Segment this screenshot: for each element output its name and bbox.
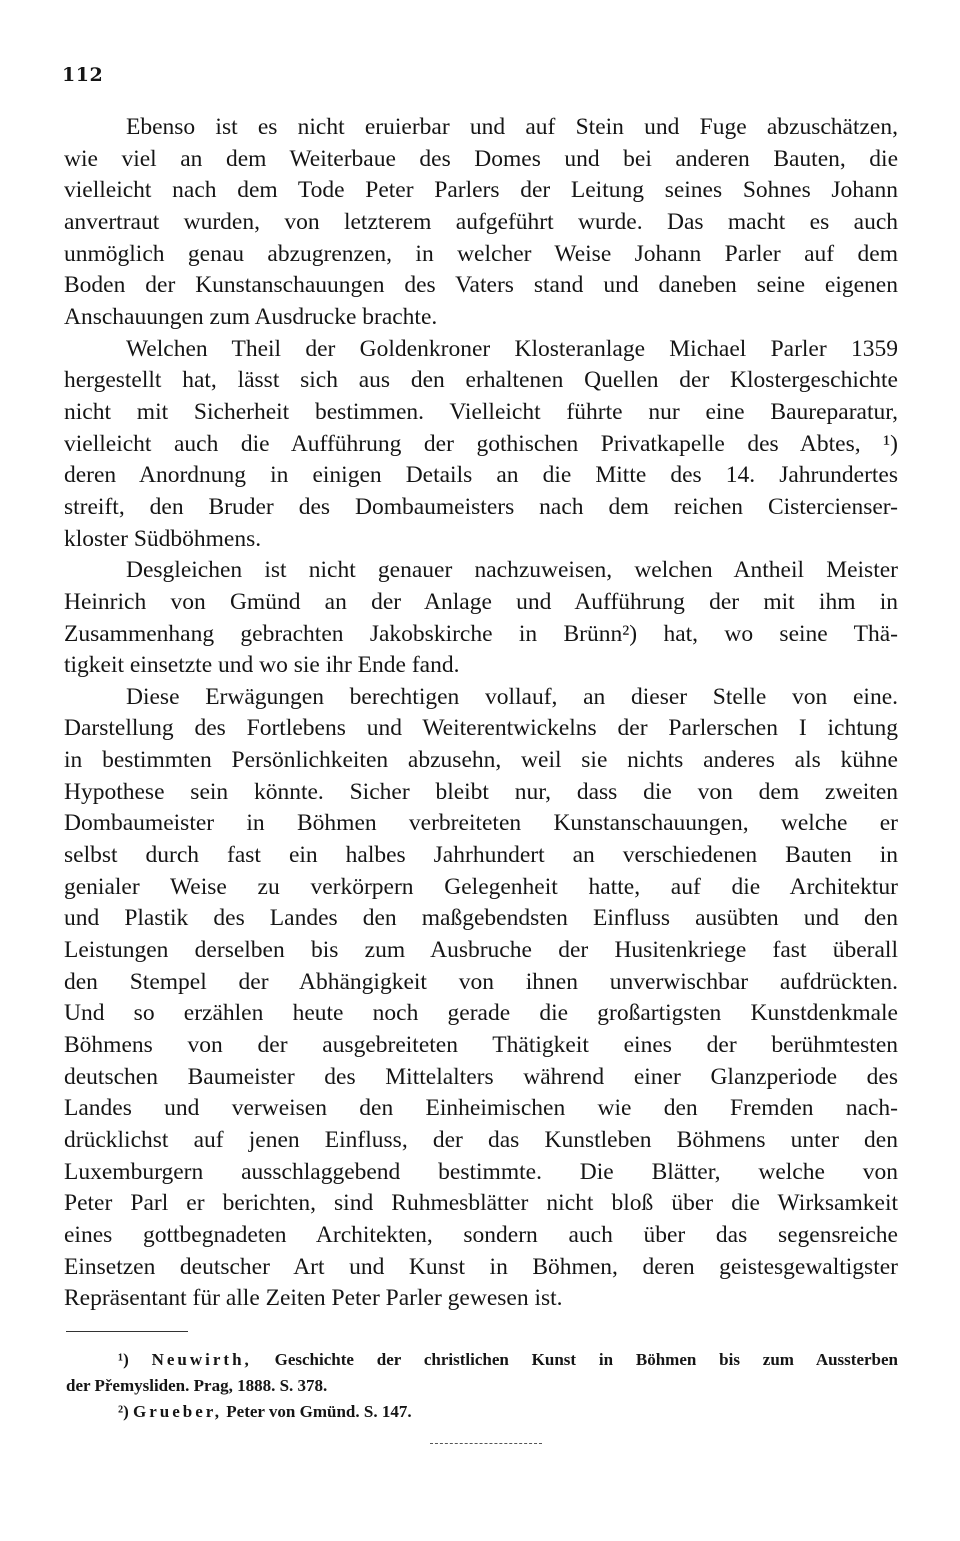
text-line: und Plastik des Landes den maßgebendsten Einfluss ausübten und den bbox=[64, 905, 898, 932]
text-line: deutschen Baumeister des Mittelalters während einer Glanzperiode des bbox=[64, 1063, 898, 1090]
text-line: Böhmens von der ausgebreiteten Thätigkeit eines der berühmtesten bbox=[64, 1032, 898, 1059]
footnote-marker: ¹) bbox=[118, 1350, 129, 1369]
paragraph bbox=[64, 112, 898, 334]
footnote-2 bbox=[66, 1399, 898, 1425]
footnote-line bbox=[66, 1399, 898, 1425]
text-line: tigkeit einsetzte und wo sie ihr Ende fand. bbox=[64, 652, 460, 679]
text-line: kloster Südböhmens. bbox=[64, 525, 262, 552]
footnote-author: Grueber, bbox=[133, 1402, 223, 1421]
text-line: drücklichst auf jenen Einfluss, der das Kunstleben Böhmens unter den bbox=[64, 1127, 898, 1153]
text-line: Zusammenhang gebrachten Jakobskirche in Brünn²) hat, wo seine Thä- bbox=[64, 620, 898, 647]
paragraph bbox=[64, 682, 898, 1315]
footnote-1 bbox=[66, 1347, 898, 1399]
footnote-text: Peter von Gmünd. S. 147. bbox=[226, 1402, 412, 1421]
text-line: Diese Erwägungen berechtigen vollauf, an dieser Stelle von eine. bbox=[126, 683, 898, 710]
footnote-text: Geschichte der christlichen Kunst in Böhmen bis zum Aussterben bbox=[274, 1350, 898, 1369]
paragraph bbox=[64, 555, 898, 682]
text-line: wie viel an dem Weiterbaue des Domes und bei anderen Bauten, die bbox=[64, 145, 898, 172]
text-line: Repräsentant für alle Zeiten Peter Parler gewesen ist. bbox=[64, 1285, 563, 1312]
end-mark bbox=[430, 1443, 542, 1444]
text-line: selbst durch fast ein halbes Jahrhundert an verschiedenen Bauten in bbox=[64, 842, 898, 869]
paragraph bbox=[64, 334, 898, 556]
text-line: vielleicht nach dem Tode Peter Parlers der Leitung seines Sohnes Johann bbox=[64, 177, 898, 204]
text-line: Boden der Kunstanschauungen des Vaters stand und daneben seine eigenen bbox=[64, 272, 898, 299]
text-line: unmöglich genau abzugrenzen, in welcher Weise Johann Parler auf dem bbox=[64, 240, 898, 267]
text-line: Luxemburgern ausschlaggebend bestimmte. Die Blätter, welche von bbox=[64, 1158, 898, 1185]
text-line: vielleicht auch die Aufführung der gothischen Privatkapelle des Abtes, ¹) bbox=[64, 430, 898, 457]
footnote-author: Neuwirth, bbox=[151, 1350, 252, 1369]
footnote-rule bbox=[66, 1331, 188, 1332]
text-line: Ebenso ist es nicht eruierbar und auf Stein und Fuge abzuschätzen, bbox=[126, 114, 898, 140]
page-number: 112 bbox=[62, 64, 104, 86]
text-line: Welchen Theil der Goldenkroner Klosteranlage Michael Parler 1359 bbox=[126, 335, 898, 362]
text-line: Landes und verweisen den Einheimischen wie den Fremden nach- bbox=[64, 1095, 898, 1122]
text-line: nicht mit Sicherheit bestimmen. Vielleicht führte nur eine Baureparatur, bbox=[64, 398, 898, 425]
text-line: in bestimmten Persönlichkeiten abzusehn, weil sie nichts anderes als kühne bbox=[64, 747, 898, 774]
text-line: Anschauungen zum Ausdrucke brachte. bbox=[64, 303, 438, 330]
text-line: anvertraut wurden, von letzterem aufgeführt wurde. Das macht es auch bbox=[64, 208, 898, 235]
text-line: Einsetzen deutscher Art und Kunst in Böhmen, deren geistesgewaltigster bbox=[64, 1253, 898, 1280]
text-line: Dombaumeister in Böhmen verbreiteten Kunstanschauungen, welche er bbox=[64, 810, 898, 837]
text-line: Und so erzählen heute noch gerade die großartigsten Kunstdenkmale bbox=[64, 1000, 898, 1027]
text-line: Leistungen derselben bis zum Ausbruche der Husitenkriege fast überall bbox=[64, 937, 898, 964]
text-line: streift, den Bruder des Dombaumeisters nach dem reichen Cistercienser- bbox=[64, 493, 898, 520]
body-text bbox=[64, 112, 898, 1315]
text-line: genialer Weise zu verkörpern Gelegenheit hatte, auf die Architektur bbox=[64, 873, 898, 900]
text-line: Peter Parl er berichten, sind Ruhmesblätter nicht bloß über die Wirksamkeit bbox=[64, 1190, 898, 1217]
text-line: eines gottbegnadeten Architekten, sondern auch über das segensreiche bbox=[64, 1221, 898, 1248]
text-line: Desgleichen ist nicht genauer nachzuweisen, welchen Antheil Meister bbox=[126, 557, 898, 584]
text-line: den Stempel der Abhängigkeit von ihnen unverwischbar aufdrückten. bbox=[64, 968, 898, 995]
footnote-line: der Přemysliden. Prag, 1888. S. 378. bbox=[66, 1376, 328, 1395]
text-line: hergestellt hat, lässt sich aus den erhaltenen Quellen der Klostergeschichte bbox=[64, 367, 898, 394]
footnote-line bbox=[66, 1347, 898, 1373]
footnotes bbox=[66, 1347, 898, 1425]
text-line: Hypothese sein könnte. Sicher bleibt nur, dass die von dem zweiten bbox=[64, 778, 898, 805]
text-line: Heinrich von Gmünd an der Anlage und Aufführung der mit ihm in bbox=[64, 588, 898, 615]
footnote-marker: ²) bbox=[118, 1402, 129, 1421]
text-line: Darstellung des Fortlebens und Weiterentwickelns der Parlerschen I ichtung bbox=[64, 715, 898, 742]
text-line: deren Anordnung in einigen Details an die Mitte des 14. Jahrundertes bbox=[64, 462, 898, 489]
